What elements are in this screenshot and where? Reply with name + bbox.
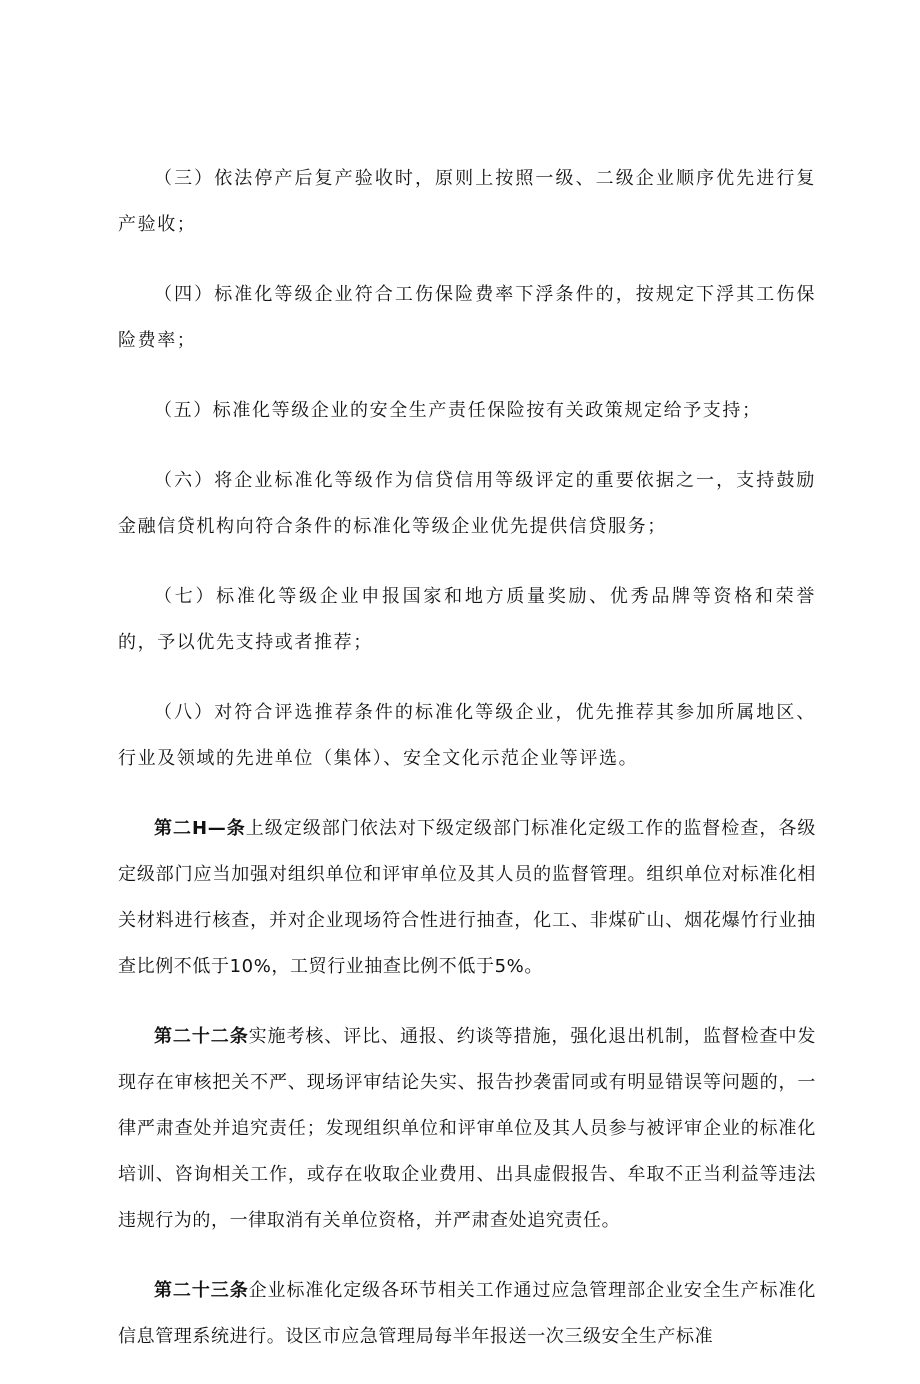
- article-21-text: 上级定级部门依法对下级定级部门标准化定级工作的监督检查，各级定级部门应当加强对组织单位和评审单位及其人员的监督管理。组织单位对标准化相关材料进行核查，并对企业现场符合性进行抽查，化工、非煤矿山、烟花爆竹行业抽查比例不低于10%，工贸行业抽查比例不低于5%。: [118, 818, 816, 977]
- article-21-label: 第二H—条: [154, 818, 246, 839]
- document-body: [118, 156, 816, 1384]
- list-item-8: （八）对符合评选推荐条件的标准化等级企业，优先推荐其参加所属地区、行业及领域的先进单位（集体）、安全文化示范企业等评选。: [118, 702, 816, 769]
- article-23-text: 企业标准化定级各环节相关工作通过应急管理部企业安全生产标准化信息管理系统进行。设区市应急管理局每半年报送一次三级安全生产标准: [118, 1280, 817, 1347]
- article-22: [118, 1014, 816, 1244]
- article-23: [118, 1268, 816, 1360]
- list-item-7: （七）标准化等级企业申报国家和地方质量奖励、优秀品牌等资格和荣誉的，予以优先支持或者推荐；: [118, 586, 816, 653]
- list-item-4: （四）标准化等级企业符合工伤保险费率下浮条件的，按规定下浮其工伤保险费率；: [118, 284, 816, 351]
- article-23-label: 第二十三条: [154, 1280, 249, 1301]
- list-item-5: （五）标准化等级企业的安全生产责任保险按有关政策规定给予支持；: [154, 400, 762, 421]
- list-item-6: （六）将企业标准化等级作为信贷信用等级评定的重要依据之一，支持鼓励金融信贷机构向符合条件的标准化等级企业优先提供信贷服务；: [118, 470, 816, 537]
- article-21: [118, 806, 816, 990]
- article-22-label: 第二十二条: [154, 1026, 249, 1047]
- list-item-3: （三）依法停产后复产验收时，原则上按照一级、二级企业顺序优先进行复产验收；: [118, 168, 816, 235]
- article-22-text: 实施考核、评比、通报、约谈等措施，强化退出机制，监督检查中发现存在审核把关不严、现场评审结论失实、报告抄袭雷同或有明显错误等问题的，一律严肃查处并追究责任；发现组织单位和评审单位及其人员参与被评审企业的标准化培训、咨询相关工作，或存在收取企业费用、出具虚假报告、牟取不正当利益等违法违规行为的，一律取消有关单位资格，并严肃查处追究责任。: [118, 1026, 817, 1231]
